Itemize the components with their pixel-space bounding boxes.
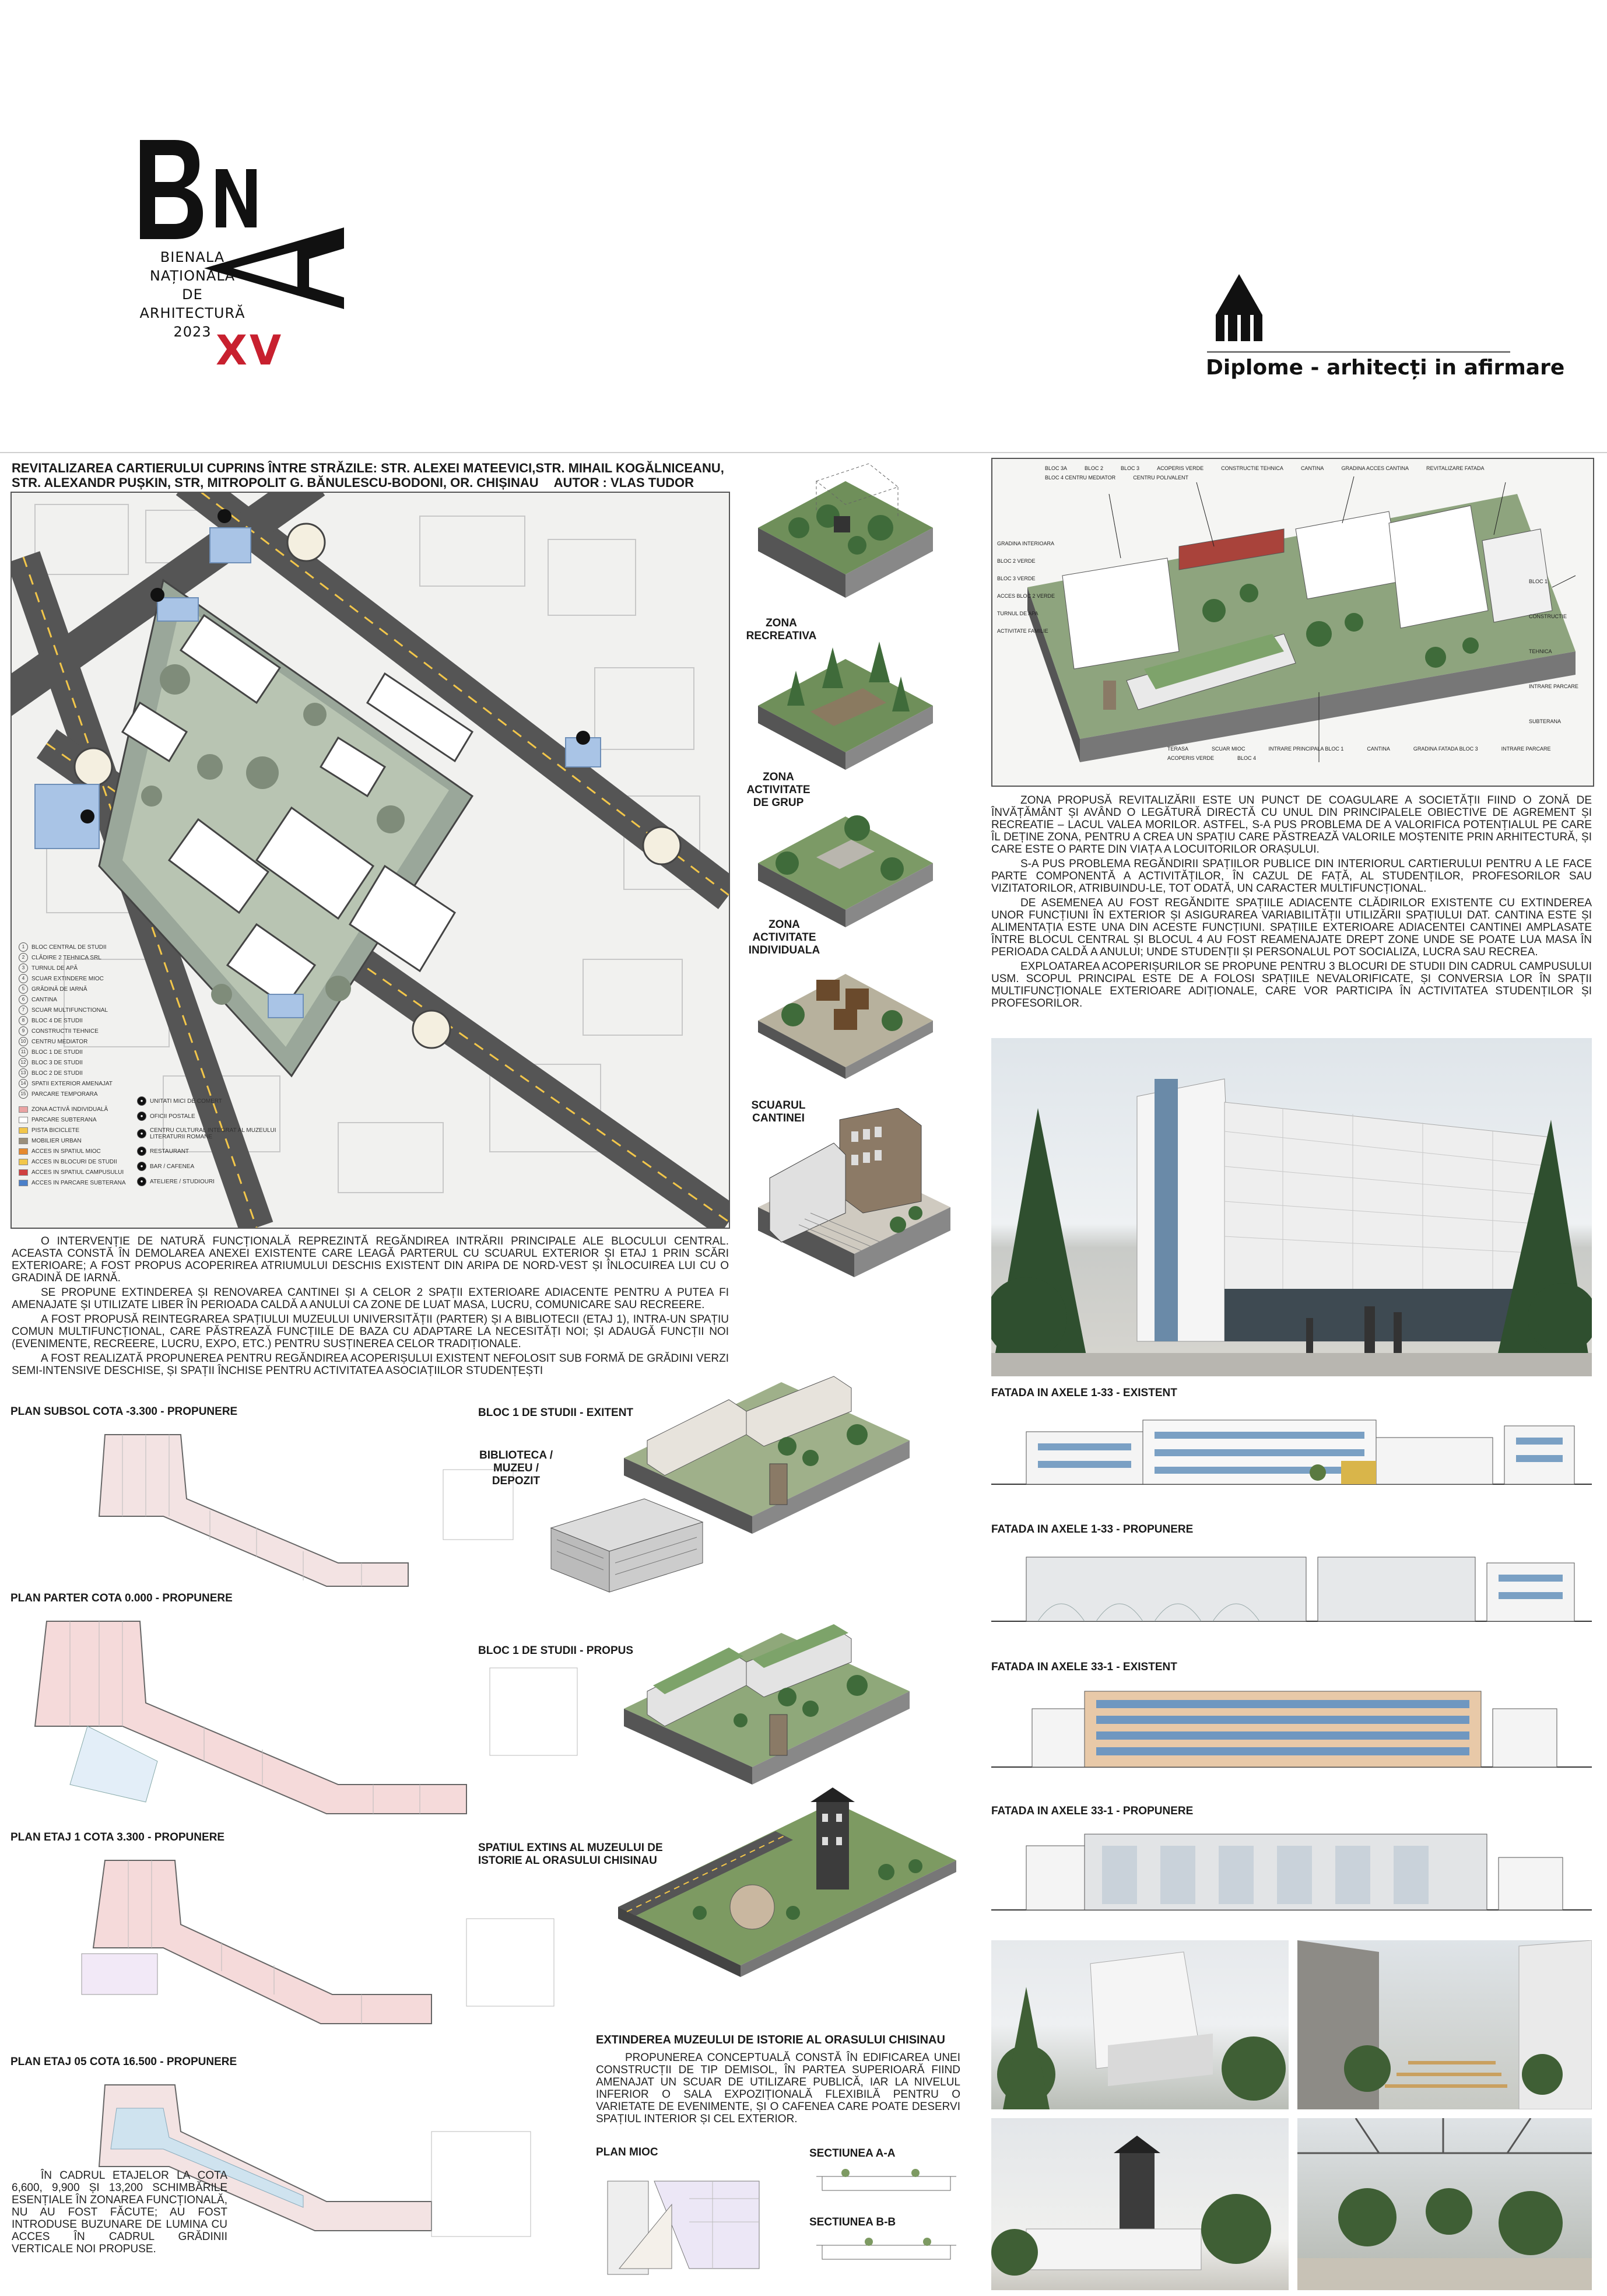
aerial-label: BLOC 3 [1121, 465, 1140, 471]
axo-bloc1-ex-label: BLOC 1 DE STUDII - EXITENT [478, 1407, 634, 1419]
legend-item: 9 CONSTRUCTII TEHNICE [19, 1026, 159, 1036]
legend-item: 3 TURNUL DE APĂ [19, 963, 159, 973]
render-bottom-1 [991, 1940, 1289, 2109]
right-paragraph-2: S-A PUS PROBLEMA REGĂNDIRII SPAȚIILOR PUBLICE DIN INTERIORUL CARTIERULUI PENTRU A LE FACE PARTE COMPONENTĂ A ACTIVITĂȚILOR, ÎN CAZUL DE FAȚĂ, AL STUDENȚILOR, PROFESORILOR SAU VIZITATORILOR, ATRIBUINDU-LE, TOT ODATĂ, UN CARACTER MULTIFUNCȚIONAL. [991, 858, 1592, 895]
aerial-label: ACTIVITATE FAMILIE [997, 628, 1048, 634]
axo-muzeu-label: SPATIUL EXTINS AL MUZEULUI DE ISTORIE AL ORASULUI CHISINAU [478, 1842, 663, 1867]
left-paragraph-3: A FOST PROPUSĂ REINTEGRAREA SPAȚIULUI MUZEULUI UNIVERSITĂȚII (PARTER) ȘI A BIBLIOTECII (ETAJ 1), INTRA-UN SPAȚIU COMUN MULTIFUNCȚIONAL, CARE PĂSTREAZĂ FUNCȚIILE DE BAZA CU ADAPTARE LA NECESITĂȚI NOI; ȘI ADAUGĂ FUNCȚII NOI (EVENIMENTE, RECREERE, LUCRU, EXPO, ETC.) PENTRU SUSȚINEREA CELOR TRADIȚIONALE. [12, 1313, 729, 1350]
aerial-label: BLOC 3 VERDE [997, 576, 1036, 581]
right-paragraph-1: ZONA PROPUSĂ REVITALIZĂRII ESTE UN PUNCT DE COAGULARE A SOCIETĂȚII FIIND O ZONĂ DE ÎNVĂȚĂMÂNT ȘI AVÂND O LEGĂTURĂ DIRECTĂ CU UNUL DIN PRINCIPALELE OBIECTIVE DE AGREMENT ȘI RECREATIE – LACUL VALEA MORILOR. ASTFEL, S-A PUS PROBLEMA DE A VALORIFICA POTENȚIALUL PE CARE ÎL DEȚINE ZONA, PENTRU A CREA UN SPAȚIU CARE PĂSTREAZĂ VALORILE MOȘTENITE PRIN ARHITECTURĂ, ȘI CARE ESTE O PARTE DIN VIAȚA A LOCUITORILOR ORAȘULUI. [991, 794, 1592, 856]
aerial-label: TURNUL DE APA [997, 611, 1038, 616]
aerial-label: ACOPERIS VERDE [1157, 465, 1204, 471]
section-bb-label: SECTIUNEA B-B [809, 2216, 896, 2228]
elevation-2-label: FATADA IN AXELE 1-33 - PROPUNERE [991, 1523, 1194, 1536]
axo-muzeu [612, 1785, 962, 1977]
elevation-4-label: FATADA IN AXELE 33-1 - PROPUNERE [991, 1805, 1194, 1817]
legend-item: 4 SCUAR EXTINDERE MIOC [19, 973, 159, 984]
museum-text: PROPUNEREA CONCEPTUALĂ CONSTĂ ÎN EDIFICAREA UNEI CONSTRUCȚII DE TIP DEMISOL, ÎN PARTEA SUPERIOARĂ FIIND AMENAJAT UN SCUAR DE UTILIZARE PUBLICĂ, IAR LA NIVELUL INFERIOR O SALA EXPOZIȚIONALĂ FLEXIBILĂ PENTRU O VARIETATE DE EVENIMENTE, ȘI O CAFENEA CARE POATE DESERVI SPAȚIUL INTERIOR ȘI CEL EXTERIOR. [596, 2052, 960, 2125]
elevation-1 [991, 1403, 1592, 1490]
legend-item: ACCES IN BLOCURI DE STUDII [19, 1156, 159, 1167]
aerial-render [991, 458, 1594, 787]
aerial-label: ACOPERIS VERDE [1167, 755, 1215, 761]
legend-item: MOBILIER URBAN [19, 1135, 159, 1146]
aerial-label: CONSTRUCTIE TEHNICA [1529, 614, 1567, 654]
site-icon-legend [137, 1093, 283, 1189]
aerial-label: CONSTRUCTIE TEHNICA [1221, 465, 1283, 471]
aerial-label: GRADINA ACCES CANTINA [1341, 465, 1409, 471]
aerial-label: CENTRU POLIVALENT [1133, 475, 1189, 481]
aerial-label: GRADINA FATADA BLOC 3 [1413, 746, 1478, 752]
site-plan [10, 492, 730, 1229]
render-bottom-2 [1297, 1940, 1592, 2109]
zone-grup-label: ZONA ACTIVITATE DE GRUP [746, 771, 810, 809]
aerial-label: GRADINA INTERIOARA [997, 541, 1055, 546]
legend-item: PISTA BICICLETE [19, 1125, 159, 1135]
category-title: Diplome - arhitecți in afirmare [1206, 356, 1565, 380]
logo-line4: ARHITECTURĂ [139, 305, 245, 321]
legend-item: 2 CLĂDIRE 2 TEHNICA SRL [19, 952, 159, 963]
legend-item: ● OFICII POSTALE [137, 1109, 283, 1124]
legend-item: 8 BLOC 4 DE STUDII [19, 1015, 159, 1026]
plan-mioc [596, 2164, 771, 2280]
top-rule [0, 452, 1607, 453]
legend-item: 15 PARCARE TEMPORARA [19, 1089, 159, 1099]
render-bottom-3 [991, 2118, 1289, 2290]
axo-bloc1-prop-label: BLOC 1 DE STUDII - PROPUS [478, 1645, 634, 1657]
plan-etaj1-label: PLAN ETAJ 1 COTA 3.300 - PROPUNERE [10, 1831, 225, 1843]
main-render [991, 1038, 1592, 1376]
aerial-label: BLOC 1 [1529, 579, 1548, 584]
legend-item: 13 BLOC 2 DE STUDII [19, 1068, 159, 1078]
plans-note: ÎN CADRUL ETAJELOR LA COTA 6,600, 9,900 ȘI 13,200 SCHIMBĂRILE ESENȚIALE ÎN ZONAREA FUNCȚIONALĂ, NU AU FOST FĂCUTE; AU FOST INTRODUSE BUZUNARE DE LUMINA CU ACCES ÎN CADRUL GRĂDINII VERTICALE NOI PROPUSE. [12, 2169, 227, 2255]
legend-item: 7 SCUAR MULTIFUNCTIONAL [19, 1005, 159, 1015]
elevation-3 [991, 1680, 1592, 1773]
pencil-icon [1207, 268, 1271, 344]
aerial-label: CANTINA [1300, 465, 1324, 471]
elevation-2 [991, 1540, 1592, 1627]
legend-item: 10 CENTRU MEDIATOR [19, 1036, 159, 1047]
legend-numbered-list [19, 942, 159, 1099]
plan-parter-label: PLAN PARTER COTA 0.000 - PROPUNERE [10, 1592, 233, 1604]
axo-zone-4 [746, 939, 945, 1079]
left-paragraph-1: O INTERVENȚIE DE NATURĂ FUNCȚIONALĂ REPREZINTĂ REGĂNDIREA INTRĂRII PRINCIPALE ALE BLOCULUI CENTRAL. ACEASTA CONSTĂ ÎN DEMOLAREA ANEXEI EXISTENTE CARE LEAGĂ PARTERUL CU SCUARUL EXTERIOR ȘI ETAJ 1 PRIN SCĂRI EXTERIOARE; A FOST PROPUS ACOPERIREA ATRIUMULUI DESCHIS EXISTENT DIN ARIPA DE NORD-VEST ȘI ÎNLOCUIREA LUI CU O GRADINĂ DE IARNĂ. [12, 1235, 729, 1284]
aerial-label: BLOC 2 [1085, 465, 1104, 471]
left-paragraph-2: SE PROPUNE EXTINDEREA ȘI RENOVAREA CANTINEI ȘI A CELOR 2 SPAȚII EXTERIOARE ADIACENTE PENTRU A PUTEA FI AMENAJATE ȘI UTILIZATE LIBER ÎN PERIOADA CALDĂ A ANULUI CA ZONE DE LUAT MASA, LUCRU, COMUNICARE SAU RECREERE. [12, 1287, 729, 1311]
aerial-label: BLOC 3A [1045, 465, 1068, 471]
legend-item: 6 CANTINA [19, 994, 159, 1005]
plan-etaj1 [58, 1849, 583, 2059]
logo-edition: XV [216, 327, 284, 374]
legend-item: 11 BLOC 1 DE STUDII [19, 1047, 159, 1057]
project-author: AUTOR : VLAS TUDOR [553, 475, 694, 490]
elevation-1-label: FATADA IN AXELE 1-33 - EXISTENT [991, 1387, 1177, 1399]
legend-item: 12 BLOC 3 DE STUDII [19, 1057, 159, 1068]
aerial-label: INTRARE PRINCIPALA BLOC 1 [1268, 746, 1344, 752]
axo-zone-2 [746, 624, 945, 776]
logo-year: 2023 [173, 324, 212, 340]
render-bottom-4 [1297, 2118, 1592, 2290]
legend-item: ACCES IN PARCARE SUBTERANA [19, 1177, 159, 1188]
aerial-label: REVITALIZARE FATADA [1426, 465, 1485, 471]
legend-item: ● BAR / CAFENEA [137, 1159, 283, 1174]
project-title-line2: STR. ALEXANDR PUȘKIN, STR, MITROPOLIT G. BĂNULESCU-BODONI, OR. CHIȘINAU [12, 475, 539, 490]
legend-item: 14 SPATII EXTERIOR AMENAJAT [19, 1078, 159, 1089]
aerial-label: ACCES BLOC 2 VERDE [997, 593, 1055, 599]
legend-item: ● ATELIERE / STUDIOURI [137, 1174, 283, 1189]
axo-zone-1 [746, 458, 945, 609]
aerial-label: INTRARE PARCARE [1501, 746, 1551, 752]
aerial-labels-left [997, 535, 1061, 640]
aerial-label: BLOC 4 [1237, 755, 1257, 761]
axo-cantina [746, 1108, 962, 1289]
legend-item: ● UNITATI MICI DE COMERT [137, 1093, 283, 1109]
project-title-line1: REVITALIZAREA CARTIERULUI CUPRINS ÎNTRE STRĂZILE: STR. ALEXEI MATEEVICI,STR. MIHAIL KOGĂLNICEANU, [12, 461, 724, 475]
header-divider [1207, 351, 1510, 353]
aerial-labels-right [1529, 564, 1590, 739]
section-bb [810, 2234, 962, 2269]
legend-item: ZONA ACTIVĂ INDIVIDUALĂ [19, 1104, 159, 1114]
logo-line3: DE [182, 286, 203, 303]
axo-zone-3 [746, 781, 945, 933]
right-paragraph-4: EXPLOATAREA ACOPERIȘURILOR SE PROPUNE PENTRU 3 BLOCURI DE STUDII DIN CADRUL CAMPUSULUI USM. SCOPUL PRINCIPAL ESTE DE A FOLOSI SPAȚIILE NEVALORIFICATE, ȘI CONVERSIA LOR ÎN SPAȚII MULTIFUNCȚIONALE EXTERIOARE ADIȚIONALE, CARE VOR PARTICIPA ÎN ACTIVITATEA STUDENȚILOR ȘI PROFESORILOR. [991, 961, 1592, 1009]
project-title [12, 461, 729, 490]
zone-recreativa-label: ZONA RECREATIVA [746, 617, 817, 642]
zone-scuar-label: SCUARUL CANTINEI [751, 1099, 806, 1124]
legend-item: ACCES IN SPATIUL MIOC [19, 1146, 159, 1156]
aerial-label: INTRARE PARCARE SUBTERANA [1529, 683, 1578, 724]
bna-logo [134, 134, 356, 408]
axo-biblio-label: BIBLIOTECA / MUZEU / DEPOZIT [479, 1449, 553, 1487]
elevation-4 [991, 1822, 1592, 1916]
plan-mioc-label: PLAN MIOC [596, 2146, 658, 2158]
section-aa-label: SECTIUNEA A-A [809, 2147, 896, 2160]
legend-item: PARCARE SUBTERANA [19, 1114, 159, 1125]
aerial-label: BLOC 2 VERDE [997, 558, 1036, 564]
right-paragraph-3: DE ASEMENEA AU FOST REGĂNDITE SPAȚIILE ADIACENTE CLĂDIRILOR EXISTENTE CU EXTINDEREA UNOR FUNCȚIUNI ÎN EXTERIOR ȘI ASIGURAREA VARIABILITĂȚII UTILIZĂRII SPAȚIULUI DAT. CANTINA ESTE ȘI ALIMENTAȚIA ESTE UNA DIN ACESTE FUNCȚIUNI. SPAȚIILE EXTERIOARE ADIACENTEI CANTINEI AMPLASATE ÎNTRE BLOCUL CENTRAL ȘI BLOCUL 4 AU FOST REAMENAJATE DREPT ZONE UNDE SE POATE LUA MASA ÎN PERIOADA CALDĂ A ANULUI; UNDE STUDENȚII ȘI PERSONALUL POT SOCIALIZA, LUCRA SAU RECREA. [991, 897, 1592, 958]
aerial-label: CANTINA [1367, 746, 1390, 752]
plan-subsol [35, 1423, 536, 1592]
axo-bloc1-propus [612, 1575, 921, 1808]
aerial-label: SCUAR MIOC [1212, 746, 1245, 752]
aerial-label: TERASA [1167, 746, 1189, 752]
logo-line1: BIENALA [160, 249, 225, 265]
aerial-labels-bottom [1167, 745, 1587, 762]
legend-item: 5 GRĂDINĂ DE IARNĂ [19, 984, 159, 994]
museum-title: EXTINDEREA MUZEULUI DE ISTORIE AL ORASULUI CHISINAU [596, 2034, 945, 2046]
legend-item: 1 BLOC CENTRAL DE STUDII [19, 942, 159, 952]
aerial-label: BLOC 4 CENTRU MEDIATOR [1045, 475, 1116, 481]
elevation-3-label: FATADA IN AXELE 33-1 - EXISTENT [991, 1661, 1177, 1673]
legend-item: ● RESTAURANT [137, 1144, 283, 1159]
zone-individuala-label: ZONA ACTIVITATE INDIVIDUALA [748, 919, 820, 956]
plan-etaj05-label: PLAN ETAJ 05 COTA 16.500 - PROPUNERE [10, 2056, 237, 2068]
plan-subsol-label: PLAN SUBSOL COTA -3.300 - PROPUNERE [10, 1405, 238, 1418]
plan-parter [12, 1610, 601, 1820]
right-description [991, 794, 1592, 1012]
legend-item: ● CENTRU CULTURAL INTEGRAT AL MUZEULUI LITERATURII ROMANE [137, 1124, 283, 1144]
logo-line2: NAȚIONALĂ [149, 268, 236, 284]
left-paragraph-4: A FOST REALIZATĂ PROPUNEREA PENTRU REGĂNDIREA ACOPERIȘULUI EXISTENT NEFOLOSIT SUB FORMĂ DE GRĂDINI VERZI SEMI-INTENSIVE DESCHISE, ȘI SPAȚII ÎNCHISE PENTRU ACTIVITATEA ASOCIAȚIILOR STUDENȚEȘTI [12, 1352, 729, 1377]
section-aa [810, 2165, 962, 2200]
aerial-labels-top [1045, 465, 1570, 481]
legend-item: ACCES IN SPATIUL CAMPUSULUI [19, 1167, 159, 1177]
